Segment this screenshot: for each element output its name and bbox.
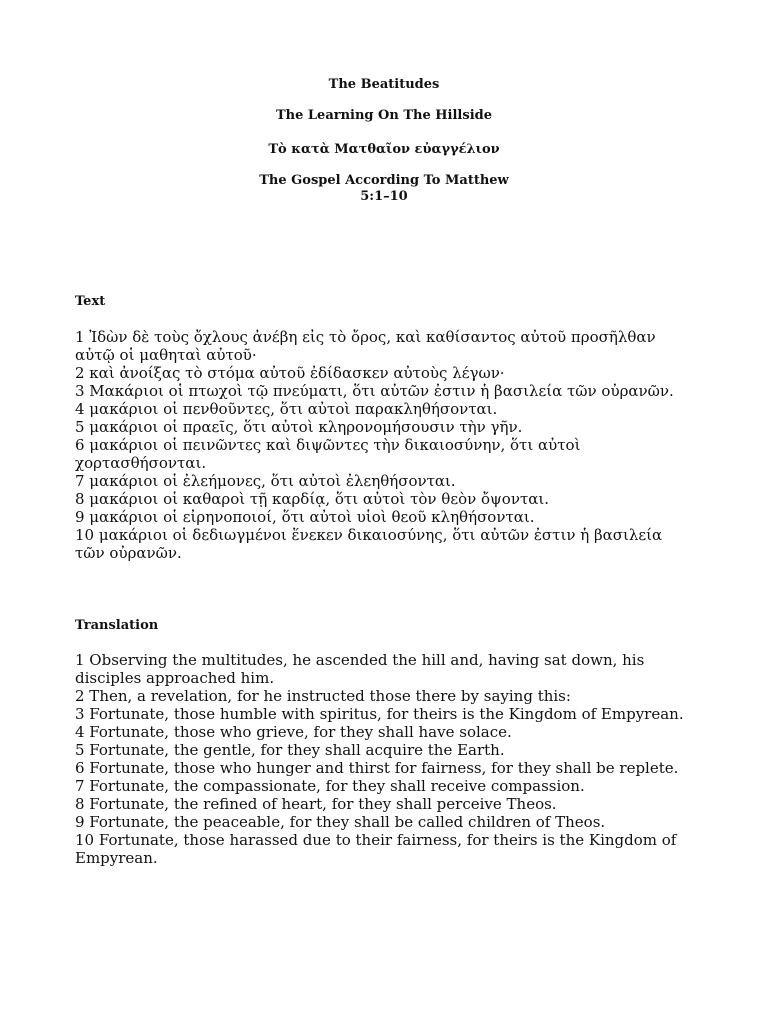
gospel-title: The Gospel According To Matthew <box>259 173 509 188</box>
greek-text-line: χορτασθήσονται. <box>75 454 207 472</box>
greek-title: Τὸ κατὰ Ματθαῖον εὐαγγέλιον <box>268 142 500 157</box>
translation-line: 4 Fortunate, those who grieve, for they shall have solace. <box>75 723 512 741</box>
text-section-label: Text <box>75 294 106 309</box>
translation-line: 7 Fortunate, the compassionate, for they shall receive compassion. <box>75 777 585 795</box>
greek-text-line: 10 μακάριοι οἱ δεδιωγμένοι ἕνεκεν δικαιοσύνης, ὅτι αὐτῶν ἐστιν ἡ βασιλεία <box>75 526 663 544</box>
greek-text-line: αὐτῷ οἱ μαθηταὶ αὐτοῦ· <box>75 346 257 364</box>
greek-text-line: 6 μακάριοι οἱ πεινῶντες καὶ διψῶντες τὴν δικαιοσύνην, ὅτι αὐτοὶ <box>75 436 581 454</box>
translation-line: 6 Fortunate, those who hunger and thirst for fairness, for they shall be replete. <box>75 759 679 777</box>
greek-text-line: 3 Μακάριοι οἱ πτωχοὶ τῷ πνεύματι, ὅτι αὐτῶν ἐστιν ἡ βασιλεία τῶν οὐρανῶν. <box>75 382 674 400</box>
translation-line: 5 Fortunate, the gentle, for they shall acquire the Earth. <box>75 741 505 759</box>
greek-text-line: 1 Ἰδὼν δὲ τοὺς ὄχλους ἀνέβη εἰς τὸ ὄρος, καὶ καθίσαντος αὐτοῦ προσῆλθαν <box>75 328 656 346</box>
translation-line: disciples approached him. <box>75 669 275 687</box>
translation-line: 2 Then, a revelation, for he instructed those there by saying this: <box>75 687 571 705</box>
greek-text-line: 5 μακάριοι οἱ πραεῖς, ὅτι αὐτοὶ κληρονομήσουσιν τὴν γῆν. <box>75 418 523 436</box>
document-title: The Beatitudes <box>328 77 440 92</box>
translation-line: 3 Fortunate, those humble with spiritus, for theirs is the Kingdom of Empyrean. <box>75 705 684 723</box>
greek-text-line: τῶν οὐρανῶν. <box>75 544 182 562</box>
greek-text-block <box>75 328 715 562</box>
greek-text-line: 9 μακάριοι οἱ εἰρηνοποιοί, ὅτι αὐτοὶ υἱοὶ θεοῦ κληθήσονται. <box>75 508 535 526</box>
translation-line: 10 Fortunate, those harassed due to their fairness, for theirs is the Kingdom of <box>75 831 677 849</box>
translation-line: 1 Observing the multitudes, he ascended the hill and, having sat down, his <box>75 651 645 669</box>
greek-text-line: 4 μακάριοι οἱ πενθοῦντες, ὅτι αὐτοὶ παρακληθήσονται. <box>75 400 498 418</box>
greek-text-line: 2 καὶ ἀνοίξας τὸ στόμα αὐτοῦ ἐδίδασκεν αὐτοὺς λέγων· <box>75 364 505 382</box>
translation-line: 8 Fortunate, the refined of heart, for they shall perceive Theos. <box>75 795 557 813</box>
translation-section-label: Translation <box>75 618 159 633</box>
translation-line: Empyrean. <box>75 849 158 867</box>
greek-text-line: 8 μακάριοι οἱ καθαροὶ τῇ καρδίᾳ, ὅτι αὐτοὶ τὸν θεὸν ὄψονται. <box>75 490 550 508</box>
document-subtitle: The Learning On The Hillside <box>275 108 492 123</box>
translation-line: 9 Fortunate, the peaceable, for they shall be called children of Theos. <box>75 813 606 831</box>
greek-text-line: 7 μακάριοι οἱ ἐλεήμονες, ὅτι αὐτοὶ ἐλεηθήσονται. <box>75 472 456 490</box>
scripture-reference: 5:1–10 <box>360 189 408 204</box>
translation-text-block <box>75 651 715 867</box>
